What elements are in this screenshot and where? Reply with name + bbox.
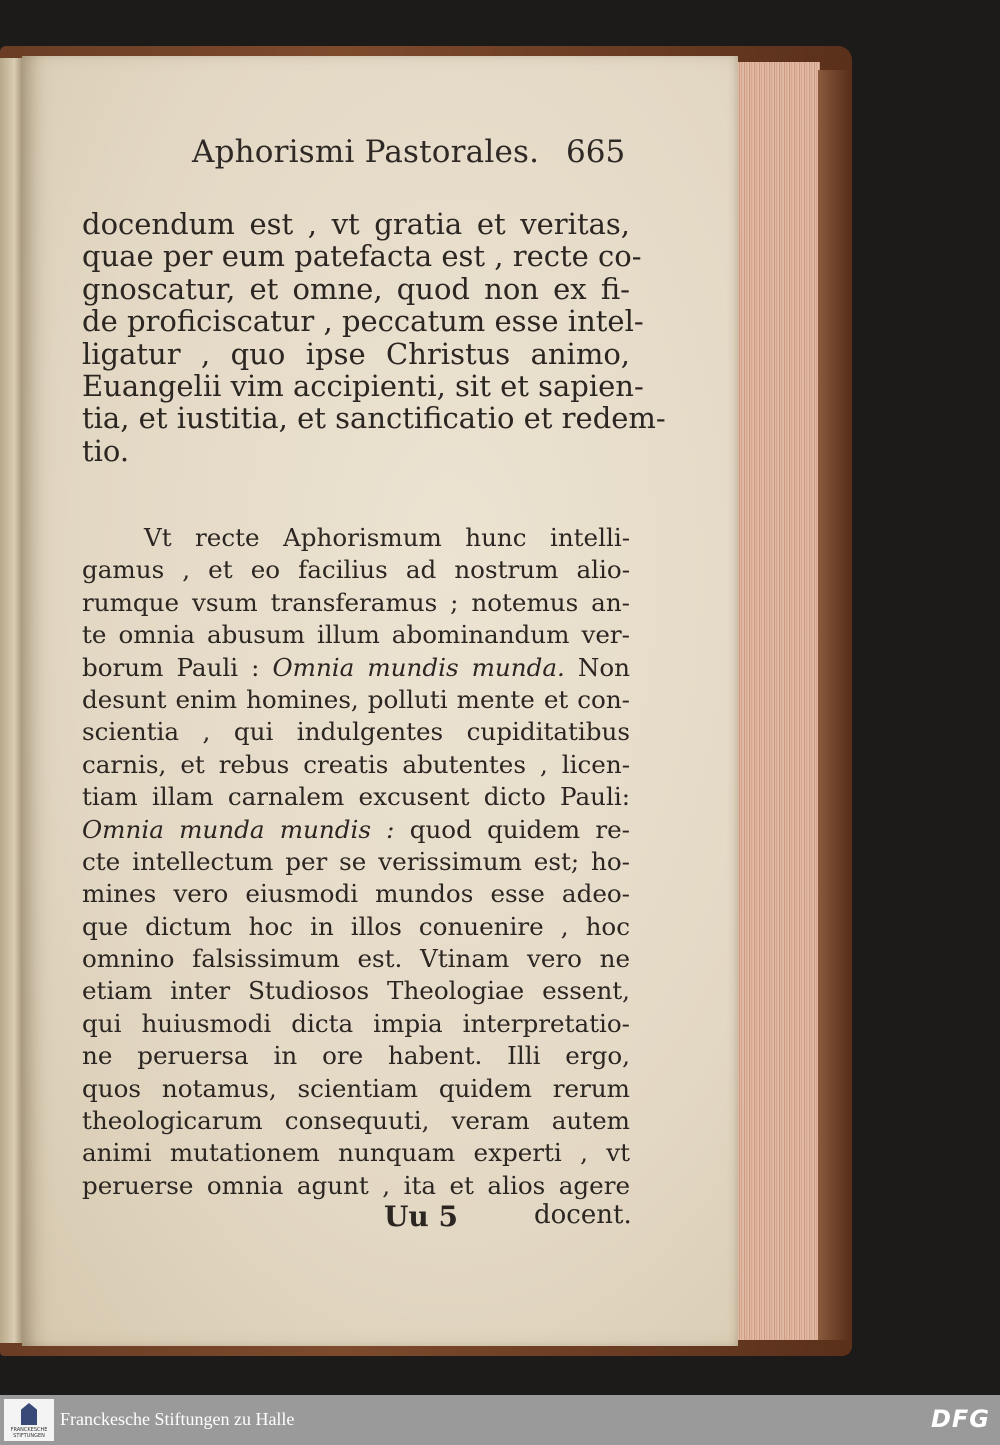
page-number: 665: [566, 134, 626, 170]
text-line: de proficiscatur , peccatum esse intel-: [82, 304, 644, 339]
text-line: que dictum hoc in illos conuenire , hoc: [82, 911, 630, 941]
text-line: omnino falsissimum est. Vtinam vero ne: [82, 944, 630, 974]
paragraph-2: [82, 522, 630, 1202]
text-line: theologicarum consequuti, veram autem: [82, 1106, 630, 1136]
text-line: qui huiusmodi dicta impia interpretatio-: [82, 1008, 630, 1038]
text-line: Euangelii vim accipienti, sit et sapien-: [82, 368, 644, 403]
catchword: docent.: [534, 1200, 632, 1230]
crest-icon: [21, 1403, 37, 1425]
paragraph-1: [82, 207, 666, 468]
logo-caption: FRANCKESCHE STIFTUNGEN: [10, 1427, 48, 1439]
left-page-edge: [0, 58, 24, 1343]
text-line: cte intellectum per se verissimum est; ho-: [82, 846, 630, 876]
dfg-logo[interactable]: DFG: [930, 1405, 990, 1433]
text-line: Omnia munda mundis : quod quidem re-: [82, 814, 630, 844]
text-line: desunt enim homines, polluti mente et con-: [82, 684, 630, 714]
quotation-italic: Omnia munda mundis :: [82, 814, 395, 844]
text-line: animi mutationem nunquam experti , vt: [82, 1138, 630, 1168]
text-line: scientia , qui indulgentes cupiditatibus: [82, 717, 630, 747]
running-head: Aphorismi Pastorales.: [192, 134, 540, 170]
text-line: tia, et iustitia, et sanctificatio et redem-: [82, 401, 666, 436]
cover-edge: [818, 70, 848, 1340]
text-line: ne peruersa in ore habent. Illi ergo,: [82, 1041, 630, 1071]
institution-name[interactable]: Franckesche Stiftungen zu Halle: [60, 1409, 295, 1429]
text-line: gamus , et eo facilius ad nostrum alio-: [82, 555, 630, 585]
text-line: gnoscatur, et omne, quod non ex fi-: [82, 271, 630, 306]
text-line: docendum est , vt gratia et veritas,: [82, 207, 630, 241]
footer-bar: [0, 1395, 1000, 1445]
institution-logo[interactable]: [4, 1399, 54, 1441]
text-line: quos notamus, scientiam quidem rerum: [82, 1073, 630, 1103]
text-line: tiam illam carnalem excusent dicto Pauli:: [82, 782, 630, 812]
page-fore-edge: [730, 62, 820, 1340]
text-line: te omnia abusum illum abominandum ver-: [82, 620, 630, 650]
signature-mark: Uu 5: [384, 1200, 459, 1233]
text-line: borum Pauli : Omnia mundis munda. Non: [82, 652, 630, 682]
text-line: etiam inter Studiosos Theologiae essent,: [82, 976, 630, 1006]
text-line: mines vero eiusmodi mundos esse adeo-: [82, 879, 630, 909]
text-line: rumque vsum transferamus ; notemus an-: [82, 587, 630, 617]
text-line: tio.: [82, 433, 130, 468]
text-line: Vt recte Aphorismum hunc intelli-: [144, 523, 630, 552]
text-line: carnis, et rebus creatis abutentes , licen-: [82, 749, 630, 779]
text-line: ligatur , quo ipse Christus animo,: [82, 336, 630, 371]
text-line: peruerse omnia agunt , ita et alios agere: [82, 1170, 630, 1200]
quotation-italic: Omnia mundis munda.: [272, 652, 565, 682]
text-line: quae per eum patefacta est , recte co-: [82, 239, 642, 274]
